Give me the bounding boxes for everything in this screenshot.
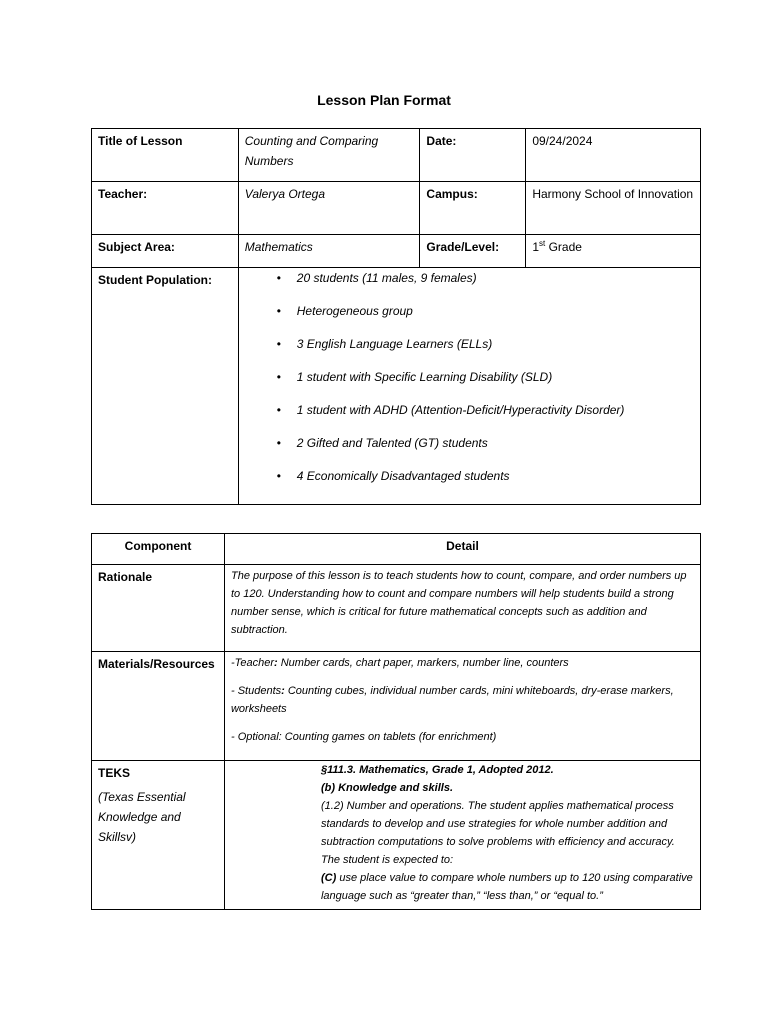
rationale-text: The purpose of this lesson is to teach students how to count, compare, and order numbers up to 120. Understanding how to count and compare numbers will help students build a strong number sense, which is critical for future mathematical concepts such as addition and subtraction. [224,565,700,652]
date-value: 09/24/2024 [526,129,701,182]
materials-students-colon: : [281,685,285,697]
lesson-info-table [91,128,701,505]
teks-cell [224,761,700,910]
population-label: Student Population: [92,268,239,505]
list-item: • 3 English Language Learners (ELLs) [297,335,694,368]
teks-label: TEKS [98,766,131,780]
page-title: Lesson Plan Format [317,92,451,108]
grade-number: 1 [532,240,540,254]
teks-item-c [231,869,694,905]
list-item: • 2 Gifted and Talented (GT) students [297,434,694,467]
teks-c-text: use place value to compare whole numbers up to 120 using comparative language such as “greater than,” “less than,” or “equal to.” [320,872,693,902]
grade-suffix: st [539,239,546,248]
materials-cell [224,652,700,761]
date-label: Date: [420,129,526,182]
table-row [92,268,701,505]
materials-teacher-label: -Teacher [230,657,274,669]
table-row [92,761,701,910]
list-item: • 1 student with ADHD (Attention-Deficit/Hyperactivity Disorder) [297,401,694,434]
table-row [92,534,701,565]
list-item: • 4 Economically Disadvantaged students [297,467,694,500]
grade-label: Grade/Level: [420,235,526,268]
materials-teacher-text: Number cards, chart paper, markers, number line, counters [277,657,569,669]
teks-subtitle: (b) Knowledge and skills. [320,782,454,794]
population-cell [238,268,700,505]
materials-students-text: Counting cubes, individual number cards, mini whiteboards, dry-erase markers, worksheets [230,685,674,715]
materials-optional: - Optional: Counting games on tablets (for enrichment) [230,731,497,743]
table-row [92,652,701,761]
teks-title: §111.3. Mathematics, Grade 1, Adopted 2012. [320,764,554,776]
table-row [92,235,701,268]
campus-value: Harmony School of Innovation [526,182,701,235]
list-item: • 1 student with Specific Learning Disability (SLD) [297,368,694,401]
materials-teacher [231,654,694,672]
materials-students-label: - Students [230,685,282,697]
grade-value [526,235,701,268]
rationale-label: Rationale [92,565,225,652]
subject-value: Mathematics [238,235,420,268]
grade-word: Grade [545,240,582,254]
campus-label: Campus: [420,182,526,235]
materials-students [231,682,694,718]
population-list [245,269,694,500]
teks-sublabel: (Texas Essential Knowledge and Skillsv) [98,790,186,844]
materials-label: Materials/Resources [92,652,225,761]
materials-teacher-colon: : [274,657,278,669]
list-item: • 20 students (11 males, 9 females) [297,269,694,302]
list-item: • Heterogeneous group [297,302,694,335]
table-row [92,565,701,652]
table-row [92,182,701,235]
teacher-label: Teacher: [92,182,239,235]
title-label: Title of Lesson [92,129,239,182]
lesson-detail-table [91,533,701,910]
teks-body: (1.2) Number and operations. The student applies mathematical process standards to develop and use strategies for whole number addition and subtraction computations to solve problems with efficiency and accuracy. The student is expected to: [320,800,675,866]
teks-c-label: (C) [320,872,337,884]
component-header: Component [92,534,225,565]
table-row [92,129,701,182]
teacher-value: Valerya Ortega [238,182,420,235]
detail-header: Detail [224,534,700,565]
subject-label: Subject Area: [92,235,239,268]
title-value: Counting and Comparing Numbers [238,129,420,182]
teks-label-cell [92,761,225,910]
